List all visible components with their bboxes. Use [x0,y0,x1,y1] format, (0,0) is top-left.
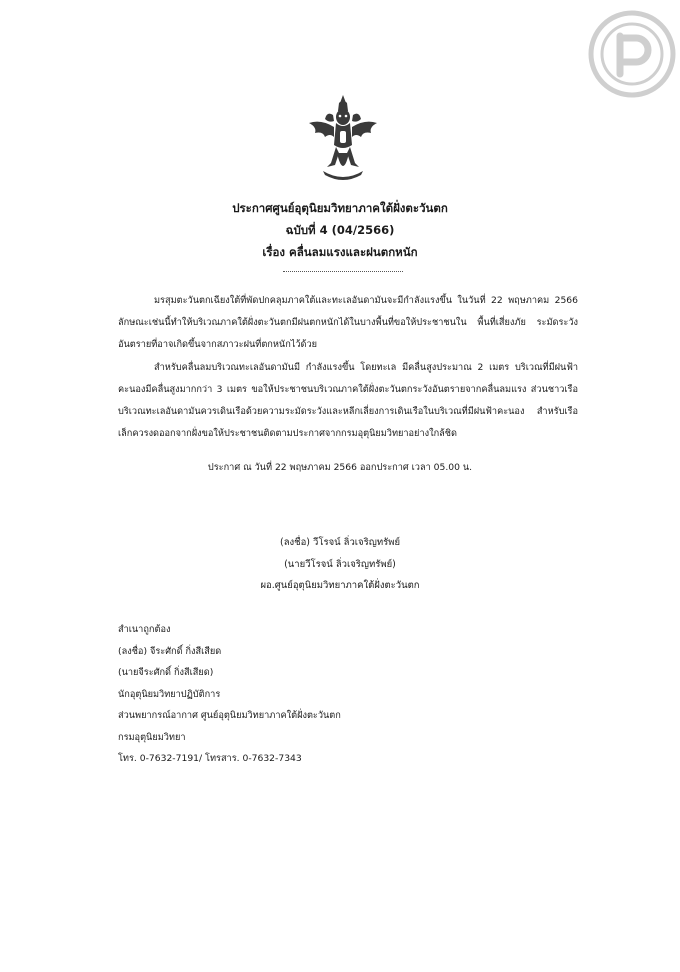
certified-department: กรมอุตุนิยมวิทยา [118,732,186,743]
signature-signed: (ลงชื่อ) วีโรจน์ ลิ่วเจริญทรัพย์ [279,537,401,548]
divider [283,271,403,272]
signature-name: (นายวีโรจน์ ลิ่วเจริญทรัพย์) [284,559,396,570]
signature-position: ผอ.ศูนย์อุตุนิยมวิทยาภาคใต้ฝั่งตะวันตก [260,580,420,591]
announcement-issue-number: ฉบับที่ 4 (04/2566) [285,223,395,237]
garuda-emblem-icon [303,93,383,183]
certified-division: ส่วนพยากรณ์อากาศ ศูนย์อุตุนิยมวิทยาภาคใต้ฝั่งตะวันตก [118,710,341,721]
certified-name: (นายจีระศักดิ์ กิ่งสีเสียด) [118,667,214,678]
dateline: ประกาศ ณ วันที่ 22 พฤษภาคม 2566 ออกประกาศ เวลา 05.00 น. [207,462,473,473]
site-logo-watermark-icon [586,8,678,100]
certified-header: สำเนาถูกต้อง [118,624,171,635]
certified-position: นักอุตุนิยมวิทยาปฏิบัติการ [118,689,221,700]
announcement-subject: เรื่อง คลื่นลมแรงและฝนตกหนัก [262,245,418,259]
certified-signed: (ลงชื่อ) จีระศักดิ์ กิ่งสีเสียด [118,646,222,657]
announcement-title: ประกาศศูนย์อุตุนิยมวิทยาภาคใต้ฝั่งตะวันตก [232,201,448,215]
body-paragraph-2: สำหรับคลื่นลมบริเวณทะเลอันดามันมี กำลังแรงขึ้น โดยทะเล มีคลื่นสูงประมาณ 2 เมตร บริเวณที่มีฝนฟ้าคะนองมีคลื่นสูงมากกว่า 3 เมตร ขอให้ประชาชนบริเวณภาคใต้ฝั่งตะวันตกระวังอันตรายจากคลื่นลมแรง ส่วนชาวเรือบริเวณทะเลอันดามันควรเดินเรือด้วยความระมัดระวังและหลีกเลี่ยงการเดินเรือในบริเวณที่มีฝนฟ้าคะนอง สำหรับเรือเล็กควรงดออกจากฝั่งขอให้ประชาชนติดตามประกาศจากกรมอุตุนิยมวิทยาอย่างใกล้ชิด [118,362,578,439]
certified-contact: โทร. 0-7632-7191/ โทรสาร. 0-7632-7343 [118,753,302,764]
body-paragraph-1: มรสุมตะวันตกเฉียงใต้ที่พัดปกคลุมภาคใต้และทะเลอันดามันจะมีกำลังแรงขึ้น ในวันที่ 22 พฤษภาคม 2566 ลักษณะเช่นนี้ทำให้บริเวณภาคใต้ฝั่งตะวันตกมีฝนตกหนักได้ในบางพื้นที่ขอให้ประชาชนใน พื้นที่เสี่ยงภัย ระมัดระวังอันตรายที่อาจเกิดขึ้นจากสภาวะฝนที่ตกหนักไว้ด้วย [118,295,578,350]
